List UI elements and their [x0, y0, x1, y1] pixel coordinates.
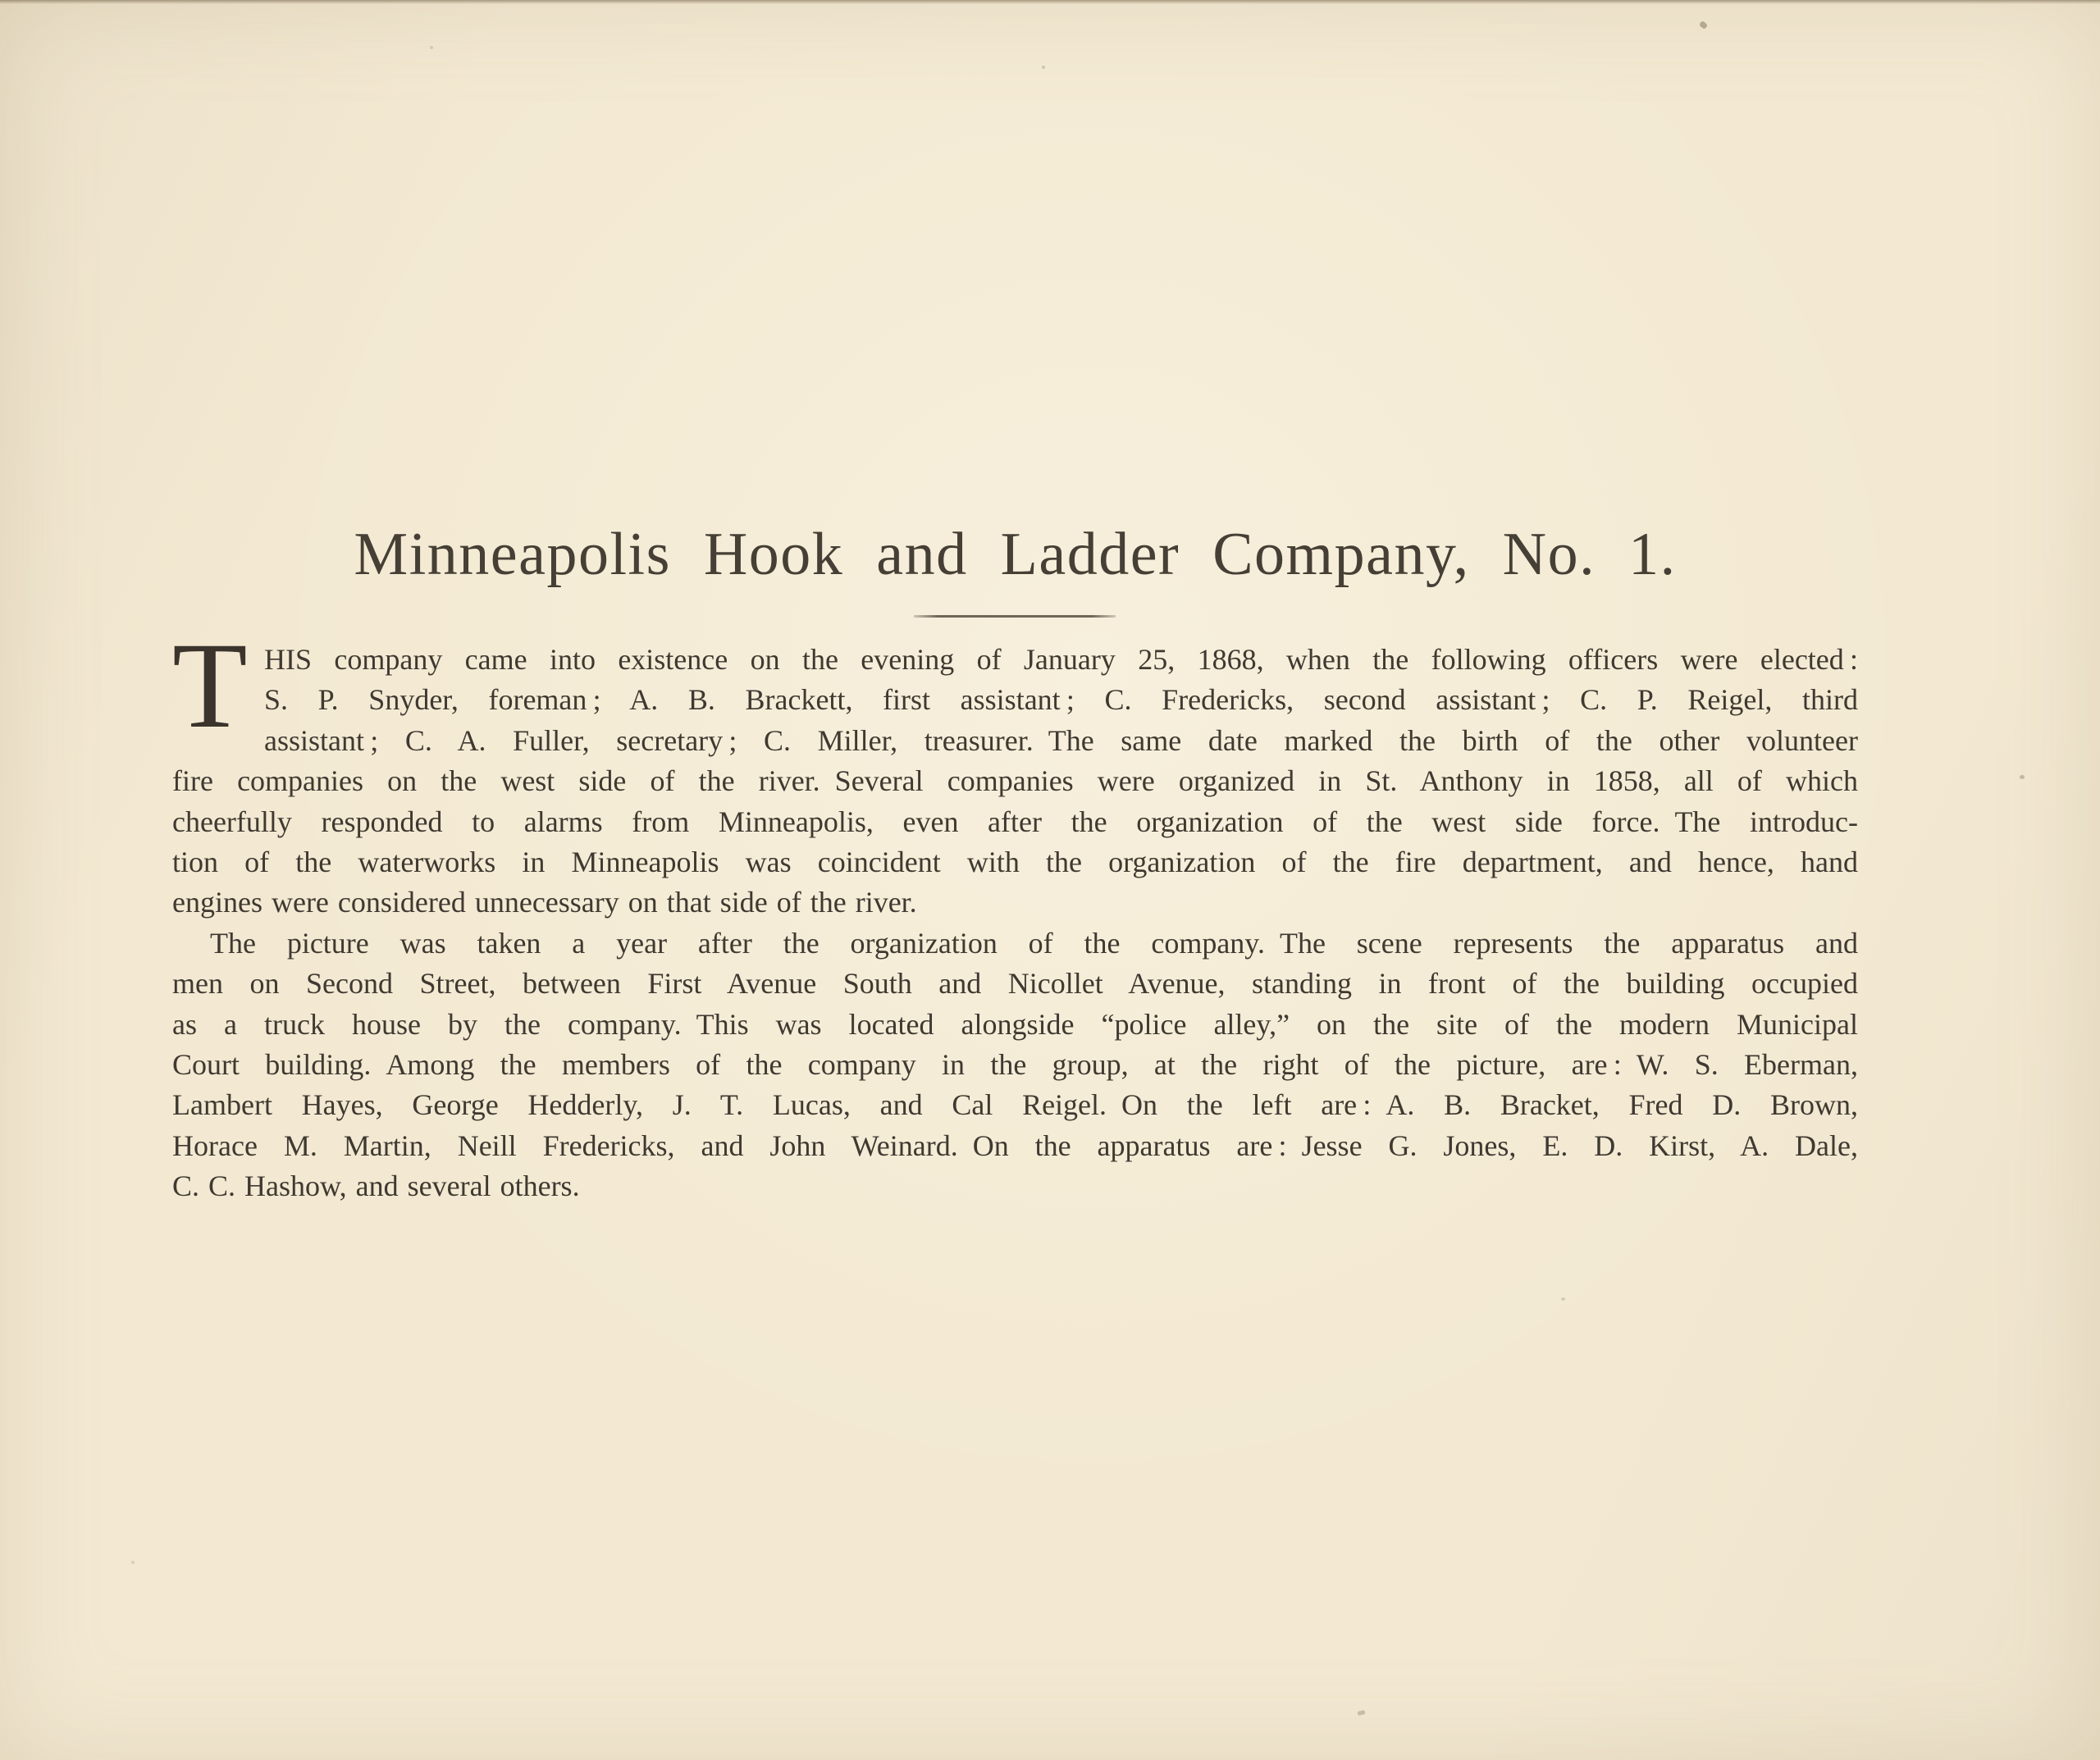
text-line: as a truck house by the company. This was located alongside “police alley,” on the site of the modern Municipal [172, 1007, 1858, 1041]
text-line: men on Second Street, between First Avenue South and Nicollet Avenue, standing in front of the building occupied [172, 967, 1858, 1001]
text-line: cheerfully responded to alarms from Minneapolis, even after the organization of the west side force. The introduc- [172, 805, 1858, 838]
title-divider-rule [914, 615, 1116, 618]
scan-top-edge [0, 0, 2100, 4]
paper-speck [1699, 21, 1708, 30]
paper-speck [2020, 775, 2025, 779]
paragraph-first [172, 618, 1858, 923]
paper-speck [430, 46, 433, 49]
paper-speck [131, 1561, 135, 1564]
text-line: fire companies on the west side of the river. Several companies were organized in St. Anthony in 1858, all of which [172, 764, 1858, 798]
drop-cap: T [172, 618, 248, 754]
paper-speck [1358, 1710, 1366, 1716]
article-body [172, 618, 1858, 1207]
text-line: Lambert Hayes, George Hedderly, J. T. Lucas, and Cal Reigel. On the left are : A. B. Bracket, Fred D. Brown, [172, 1088, 1858, 1122]
paragraph-second [172, 923, 1858, 1207]
text-line: Court building. Among the members of the company in the group, at the right of the picture, are : W. S. Eberman, [172, 1048, 1858, 1082]
text-line: C. C. Hashow, and several others. [172, 1170, 580, 1203]
paper-speck [1561, 1297, 1565, 1301]
text-line: HIS company came into existence on the evening of January 25, 1868, when the following officers were elected : [264, 643, 1858, 676]
paper-speck [1042, 66, 1045, 69]
page-title: Minneapolis Hook and Ladder Company, No. 1. [354, 521, 1677, 588]
text-line: engines were considered unnecessary on that side of the river. [172, 886, 917, 919]
text-line: S. P. Snyder, foreman ; A. B. Brackett, first assistant ; C. Fredericks, second assistant ; C. P. Reigel, third [264, 683, 1858, 717]
text-line: assistant ; C. A. Fuller, secretary ; C. Miller, treasurer. The same date marked the birth of the other volunteer [264, 723, 1858, 757]
text-line: Horace M. Martin, Neill Fredericks, and John Weinard. On the apparatus are : Jesse G. Jones, E. D. Kirst, A. Dale, [172, 1128, 1858, 1162]
text-line: tion of the waterworks in Minneapolis was coincident with the organization of the fire department, and hence, hand [172, 846, 1858, 879]
text-line: The picture was taken a year after the organization of the company. The scene represents the apparatus and [210, 926, 1858, 960]
